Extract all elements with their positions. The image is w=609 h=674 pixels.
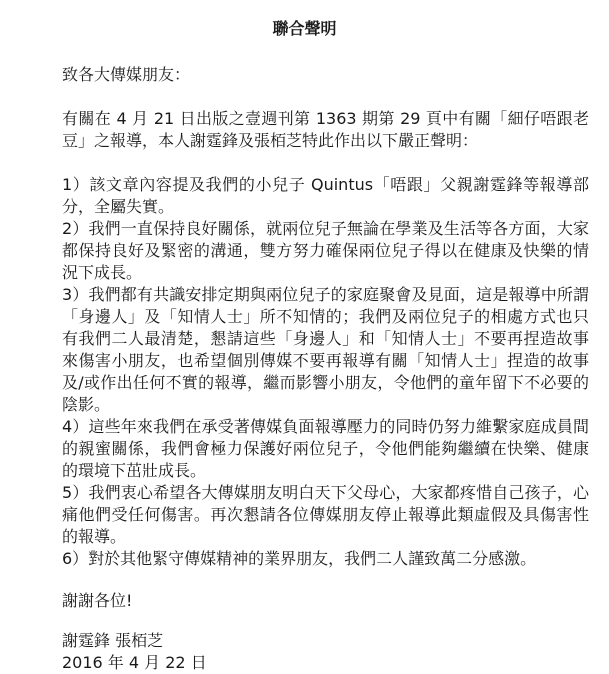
- point-2: 2）我們一直保持良好關係，就兩位兒子無論在學業及生活等各方面，大家都保持良好及緊密的溝通，雙方努力確保兩位兒子得以在健康及快樂的情況下成長。: [62, 219, 589, 282]
- intro-paragraph: 有關在 4 月 21 日出版之壹週刊第 1363 期第 29 頁中有關「細仔唔跟老豆」之報導，本人謝霆鋒及張栢芝特此作出以下嚴正聲明：: [62, 109, 589, 150]
- point-6: 6）對於其他緊守傳媒精神的業界朋友，我們二人謹致萬二分感激。: [62, 549, 537, 568]
- document-title: 聯合聲明: [272, 19, 337, 38]
- date-line: 2016 年 4 月 22 日: [62, 653, 207, 672]
- statement-points: [62, 174, 589, 570]
- salutation: 致各大傳媒朋友：: [62, 65, 191, 84]
- signers-line: 謝霆鋒 張栢芝: [62, 631, 164, 650]
- point-4: 4）這些年來我們在承受著傳媒負面報導壓力的同時仍努力維繫家庭成員間的親蜜關係，我們會極力保護好兩位兒子，令他們能夠繼續在快樂、健康的環境下茁壯成長。: [62, 417, 589, 480]
- point-1: 1）該文章內容提及我們的小兒子 Quintus「唔跟」父親謝霆鋒等報導部分，全屬失實。: [62, 175, 589, 216]
- point-3: 3）我們都有共識安排定期與兩位兒子的家庭聚會及見面，這是報導中所謂「身邊人」及「知情人士」所不知情的；我們及兩位兒子的相處方式也只有我們二人最清楚，懇請這些「身邊人」和「知情人士」不要再捏造故事來傷害小朋友，也希望個別傳媒不要再報導有關「知情人士」捏造的故事及/或作出任何不實的報導，繼而影響小朋友，令他們的童年留下不必要的陰影。: [62, 285, 589, 414]
- thanks-line: 謝謝各位!: [62, 591, 133, 610]
- point-5: 5）我們衷心希望各大傳媒朋友明白天下父母心，大家都疼惜自己孩子，心痛他們受任何傷害。再次懇請各位傳媒朋友停止報導此類虛假及具傷害性的報導。: [62, 483, 589, 546]
